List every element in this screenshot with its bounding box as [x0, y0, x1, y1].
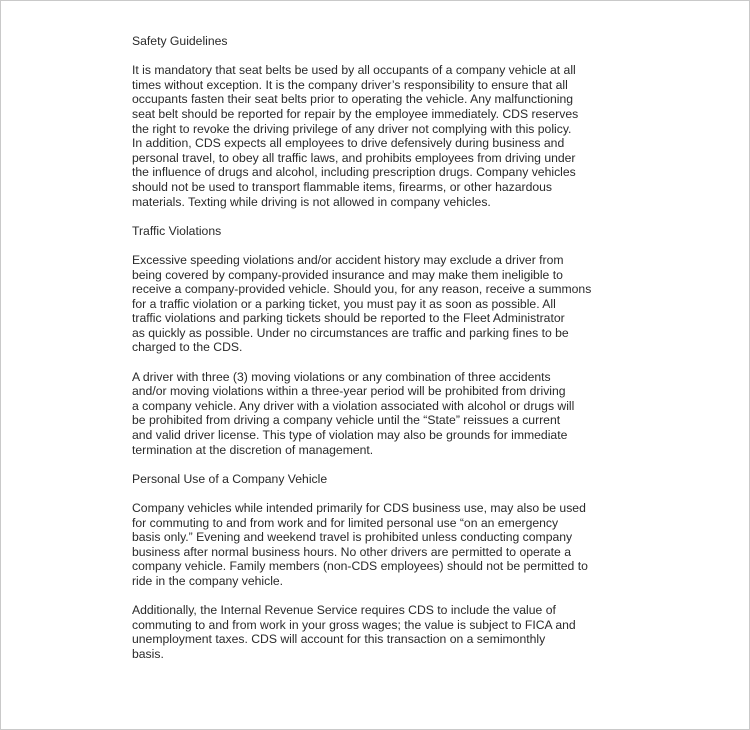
- text-line: basis.: [132, 646, 164, 661]
- text-line: and valid driver license. This type of violation may also be grounds for immediate: [132, 428, 568, 443]
- text-line: basis only.” Evening and weekend travel is prohibited unless conducting company: [132, 530, 573, 545]
- text-line: It is mandatory that seat belts be used by all occupants of a company vehicle at all: [132, 63, 576, 78]
- text-line: traffic violations and parking tickets should be reported to the Fleet Administrator: [132, 311, 565, 326]
- text-line: receive a company-provided vehicle. Should you, for any reason, receive a summons: [132, 282, 592, 297]
- text-line: charged to the CDS.: [132, 340, 243, 355]
- text-line: business after normal business hours. No other drivers are permitted to operate a: [132, 544, 571, 559]
- text-line: seat belt should be reported for repair by the employee immediately. CDS reserves: [132, 106, 579, 121]
- document-body: [132, 34, 628, 676]
- text-line: Excessive speeding violations and/or accident history may exclude a driver from: [132, 252, 564, 267]
- paragraph-personal-use-1: [132, 501, 628, 589]
- text-line: the influence of drugs and alcohol, including prescription drugs. Company vehicles: [132, 165, 576, 180]
- text-line: personal travel, to obey all traffic laws, and prohibits employees from driving under: [132, 150, 576, 165]
- text-line: as quickly as possible. Under no circumstances are traffic and parking fines to be: [132, 325, 569, 340]
- text-line: In addition, CDS expects all employees to drive defensively during business and: [132, 136, 565, 151]
- text-line: times without exception. It is the company driver’s responsibility to ensure that all: [132, 77, 568, 92]
- text-line: the right to revoke the driving privilege of any driver not complying with this policy.: [132, 121, 572, 136]
- text-line: be prohibited from driving a company vehicle until the “State” reissues a current: [132, 413, 561, 428]
- text-line: ride in the company vehicle.: [132, 573, 284, 588]
- section-heading-safety-guidelines: Safety Guidelines: [132, 34, 228, 48]
- text-line: unemployment taxes. CDS will account for this transaction on a semimonthly: [132, 632, 546, 647]
- text-line: a company vehicle. Any driver with a violation associated with alcohol or drugs will: [132, 398, 575, 413]
- text-line: being covered by company-provided insurance and may make them ineligible to: [132, 267, 563, 282]
- text-line: company vehicle. Family members (non-CDS employees) should not be permitted to: [132, 559, 588, 574]
- paragraph-traffic-violations-1: [132, 253, 628, 355]
- text-line: and/or moving violations within a three-year period will be prohibited from driving: [132, 384, 566, 399]
- text-line: A driver with three (3) moving violations or any combination of three accidents: [132, 369, 551, 384]
- paragraph-personal-use-2: [132, 603, 628, 661]
- text-line: materials. Texting while driving is not allowed in company vehicles.: [132, 194, 491, 209]
- text-line: Company vehicles while intended primarily for CDS business use, may also be used: [132, 501, 586, 515]
- text-line: Additionally, the Internal Revenue Service requires CDS to include the value of: [132, 603, 556, 618]
- text-line: for commuting to and from work and for limited personal use “on an emergency: [132, 515, 559, 530]
- text-line: for a traffic violation or a parking ticket, you must pay it as soon as possible. All: [132, 296, 556, 311]
- paragraph-traffic-violations-2: [132, 370, 628, 458]
- section-heading-traffic-violations: Traffic Violations: [132, 223, 222, 238]
- paragraph-safety-guidelines: [132, 63, 628, 209]
- text-line: commuting to and from work in your gross wages; the value is subject to FICA and: [132, 617, 576, 632]
- text-line: termination at the discretion of management.: [132, 442, 374, 457]
- text-line: occupants fasten their seat belts prior to operating the vehicle. Any malfunctioning: [132, 92, 574, 107]
- text-line: should not be used to transport flammable items, firearms, or other hazardous: [132, 179, 552, 194]
- section-heading-personal-use: Personal Use of a Company Vehicle: [132, 471, 328, 486]
